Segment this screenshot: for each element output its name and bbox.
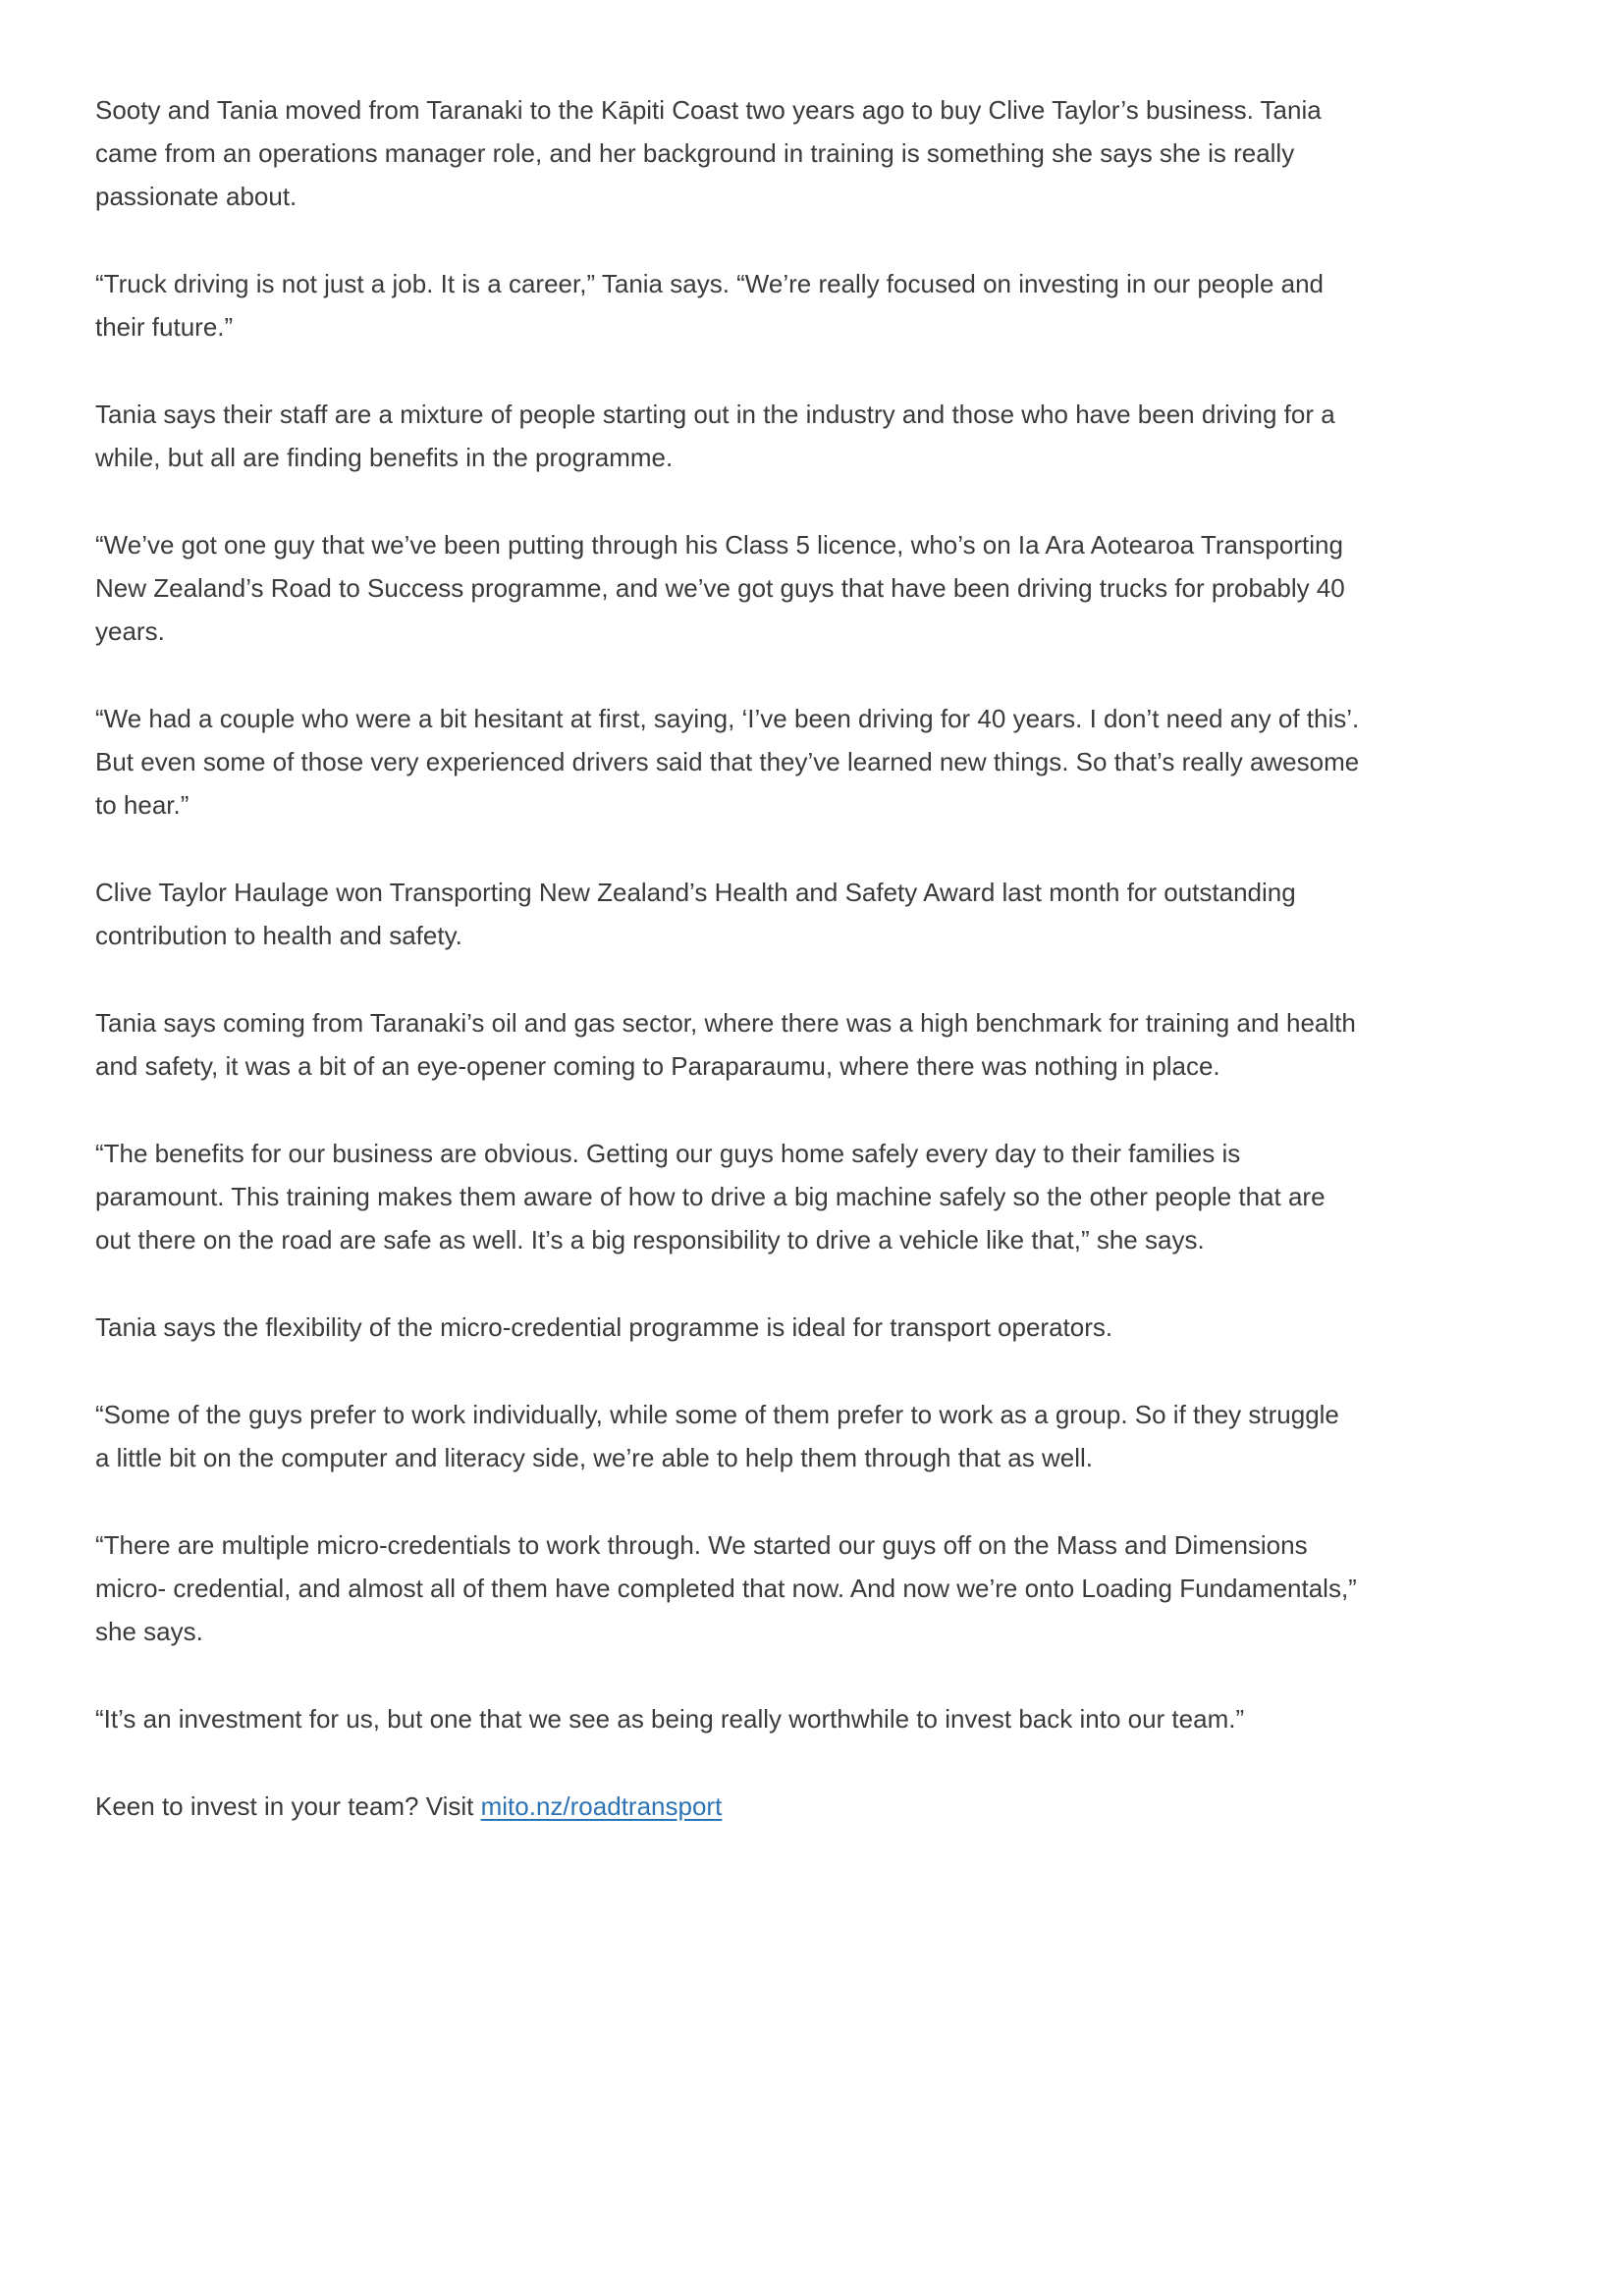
paragraph — [95, 523, 1530, 653]
text-line: micro- credential, and almost all of them have completed that now. And now we’re onto Loading Fundamentals,” — [95, 1574, 1357, 1603]
text-line: “There are multiple micro-credentials to work through. We started our guys off on the Mass and Dimensions — [95, 1530, 1308, 1560]
call-to-action-line — [95, 1785, 1530, 1828]
text-line: while, but all are finding benefits in the programme. — [95, 443, 674, 472]
text-line: “We had a couple who were a bit hesitant at first, saying, ‘I’ve been driving for 40 years. I don’t need any of this’. — [95, 704, 1360, 733]
article-body — [95, 88, 1530, 1828]
road-transport-link[interactable]: mito.nz/roadtransport — [480, 1791, 723, 1821]
text-line: years. — [95, 616, 165, 646]
text-line: New Zealand’s Road to Success programme, and we’ve got guys that have been driving trucks for probably 40 — [95, 573, 1345, 603]
text-line: Tania says the flexibility of the micro-credential programme is ideal for transport operators. — [95, 1312, 1113, 1342]
paragraph — [95, 1306, 1530, 1349]
text-line: out there on the road are safe as well. It’s a big responsibility to drive a vehicle like that,” she says. — [95, 1225, 1205, 1255]
paragraph — [95, 1393, 1530, 1479]
text-line: “The benefits for our business are obvious. Getting our guys home safely every day to their families is — [95, 1139, 1241, 1168]
paragraph — [95, 1697, 1530, 1740]
text-line: to hear.” — [95, 790, 189, 820]
paragraph — [95, 1001, 1530, 1088]
text-line: “Truck driving is not just a job. It is a career,” Tania says. “We’re really focused on investing in our people and — [95, 269, 1325, 298]
paragraph — [95, 871, 1530, 957]
text-line: a little bit on the computer and literacy side, we’re able to help them through that as well. — [95, 1443, 1094, 1472]
paragraph — [95, 1132, 1530, 1261]
paragraph — [95, 697, 1530, 827]
text-line: Tania says their staff are a mixture of people starting out in the industry and those who have been driving for a — [95, 400, 1335, 429]
paragraph — [95, 393, 1530, 479]
text-line: Sooty and Tania moved from Taranaki to the Kāpiti Coast two years ago to buy Clive Taylor’s business. Tania — [95, 95, 1322, 125]
text-line: contribution to health and safety. — [95, 921, 462, 950]
paragraph — [95, 1523, 1530, 1653]
text-line: their future.” — [95, 312, 234, 342]
text-line: “Some of the guys prefer to work individually, while some of them prefer to work as a group. So if they struggle — [95, 1400, 1339, 1429]
text-line: Clive Taylor Haulage won Transporting New Zealand’s Health and Safety Award last month for outstanding — [95, 878, 1296, 907]
text-line: came from an operations manager role, and her background in training is something she says she is really — [95, 138, 1295, 168]
text-line: paramount. This training makes them aware of how to drive a big machine safely so the other people that are — [95, 1182, 1326, 1211]
text-line: Tania says coming from Taranaki’s oil and gas sector, where there was a high benchmark for training and health — [95, 1008, 1356, 1038]
text-line: “We’ve got one guy that we’ve been putting through his Class 5 licence, who’s on Ia Ara Aotearoa Transporting — [95, 530, 1343, 560]
paragraph — [95, 262, 1530, 348]
text-line: But even some of those very experienced drivers said that they’ve learned new things. So that’s really awesome — [95, 747, 1360, 776]
paragraph — [95, 1785, 1530, 1828]
text-line: passionate about. — [95, 182, 298, 211]
text-line: she says. — [95, 1617, 203, 1646]
text-line: “It’s an investment for us, but one that we see as being really worthwhile to invest back into our team.” — [95, 1704, 1245, 1734]
link-prefix-text: Keen to invest in your team? Visit — [95, 1791, 481, 1821]
text-line: and safety, it was a bit of an eye-opener coming to Paraparaumu, where there was nothing in place. — [95, 1051, 1220, 1081]
paragraph — [95, 88, 1530, 218]
